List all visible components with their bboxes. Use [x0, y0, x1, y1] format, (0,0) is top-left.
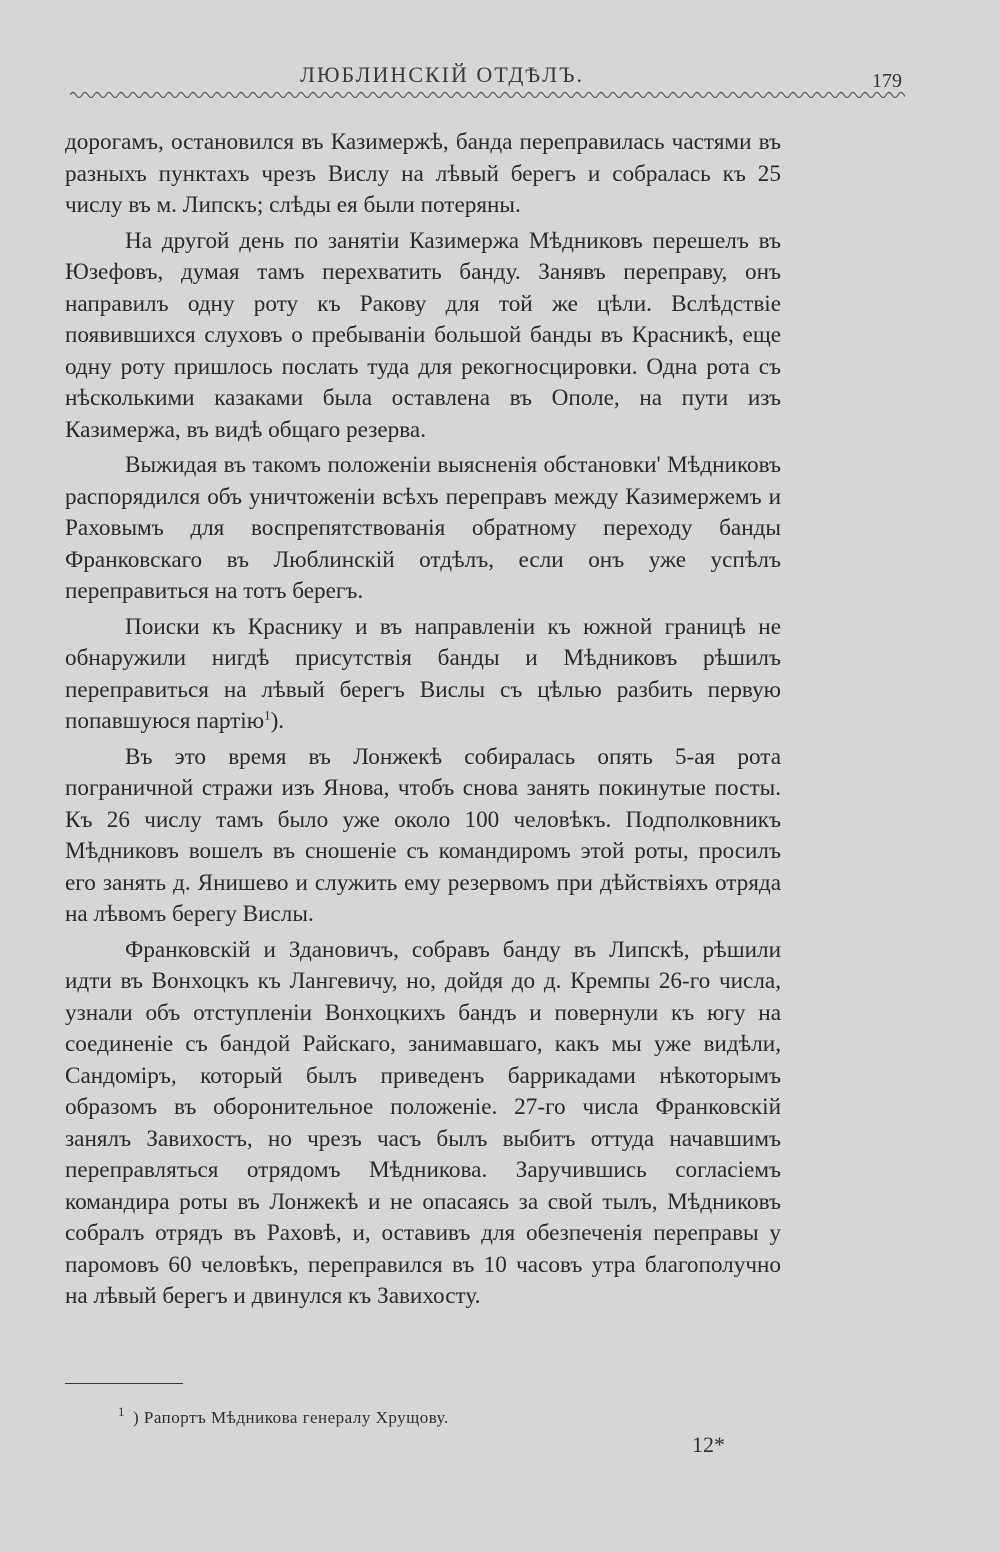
paragraph-4 [65, 612, 781, 738]
footnote-number: 1 [118, 1404, 125, 1420]
running-title: ЛЮБЛИНСКІЙ ОТДѢЛЪ. [300, 62, 585, 87]
page-number: 179 [872, 70, 902, 92]
paragraph-4-tail: ). [270, 708, 285, 734]
footnote-text: ) Рапортъ Мѣдникова генералу Хрущову. [133, 1408, 449, 1427]
paragraph-2: На другой день по занятіи Казимержа Мѣдниковъ перешелъ въ Юзефовъ, думая тамъ перехватить банду. Занявъ переправу, онъ направилъ одну роту къ Ракову для той же цѣли. Вслѣдствіе появившихся слуховъ о пребываніи большой банды въ Красникѣ, еще одну роту пришлось послать туда для рекогносцировки. Одна рота съ нѣсколькими казаками была оставлена въ Ополе, на пути изъ Казимержа, въ видѣ общаго резерва. [65, 227, 781, 443]
printer-signature-mark: 12* [692, 1432, 725, 1457]
footnote-reference[interactable]: 1 [264, 707, 271, 723]
footnote-separator [65, 1383, 183, 1384]
paragraph-6: Франковскій и Здановичъ, собравъ банду въ Липскѣ, рѣшили идти въ Вонхоцкъ къ Лангевичу, но, дойдя до д. Кремпы 26-го числа, узнали объ отступленіи Вонхоцкихъ бандъ и повернули къ югу на соединеніе съ бандой Райскаго, занимавшаго, какъ мы уже видѣли, Сандоміръ, который былъ приведенъ баррикадами нѣкоторымъ образомъ въ оборонительное положеніе. 27-го числа Франковскій занялъ Завихостъ, но чрезъ часъ былъ выбитъ оттуда начавшимъ переправляться отрядомъ Мѣдникова. Заручившись согласіемъ командира роты въ Лонжекѣ и не опасаясь за свой тылъ, Мѣдниковъ собралъ отрядъ въ Раховѣ, и, оставивъ для обезпеченія переправы у паромовъ 60 человѣкъ, переправился въ 10 часовъ утра благополучно на лѣвый берегъ и двинулся къ Завихосту. [65, 936, 781, 1309]
paragraph-1: дорогамъ, остановился въ Казимержѣ, банда переправилась частями въ разныхъ пунктахъ чрезъ Вислу на лѣвый берегъ и собралась къ 25 числу въ м. Липскъ; слѣды ея были потеряны. [65, 129, 781, 218]
paragraph-5: Въ это время въ Лонжекѣ собиралась опять 5-ая рота пограничной стражи изъ Янова, чтобъ снова занять покинутые посты. Къ 26 числу тамъ было уже около 100 человѣкъ. Подполковникъ Мѣдниковъ вошелъ въ сношеніе съ командиромъ этой роты, просилъ его занять д. Янишево и служить ему резервомъ при дѣйствіяхъ отряда на лѣвомъ берегу Вислы. [65, 743, 781, 927]
wavy-header-rule [70, 88, 905, 102]
paragraph-4-text: Поиски къ Краснику и въ направленіи къ южной границѣ не обнаружили нигдѣ присутствія банды и Мѣдниковъ рѣшилъ переправиться на лѣвый берегъ Вислы съ цѣлью разбить первую попавшуюся партію [65, 613, 781, 734]
footnote [118, 1404, 449, 1428]
main-text [65, 127, 781, 1317]
paragraph-3: Выжидая въ такомъ положеніи выясненія обстановки' Мѣдниковъ распорядился объ уничтоженіи всѣхъ переправъ между Казимержемъ и Раховымъ для воспрепятствованія обратному переходу банды Франковскаго въ Люблинскій отдѣлъ, если онъ уже успѣлъ переправиться на тотъ берегъ. [65, 452, 781, 604]
